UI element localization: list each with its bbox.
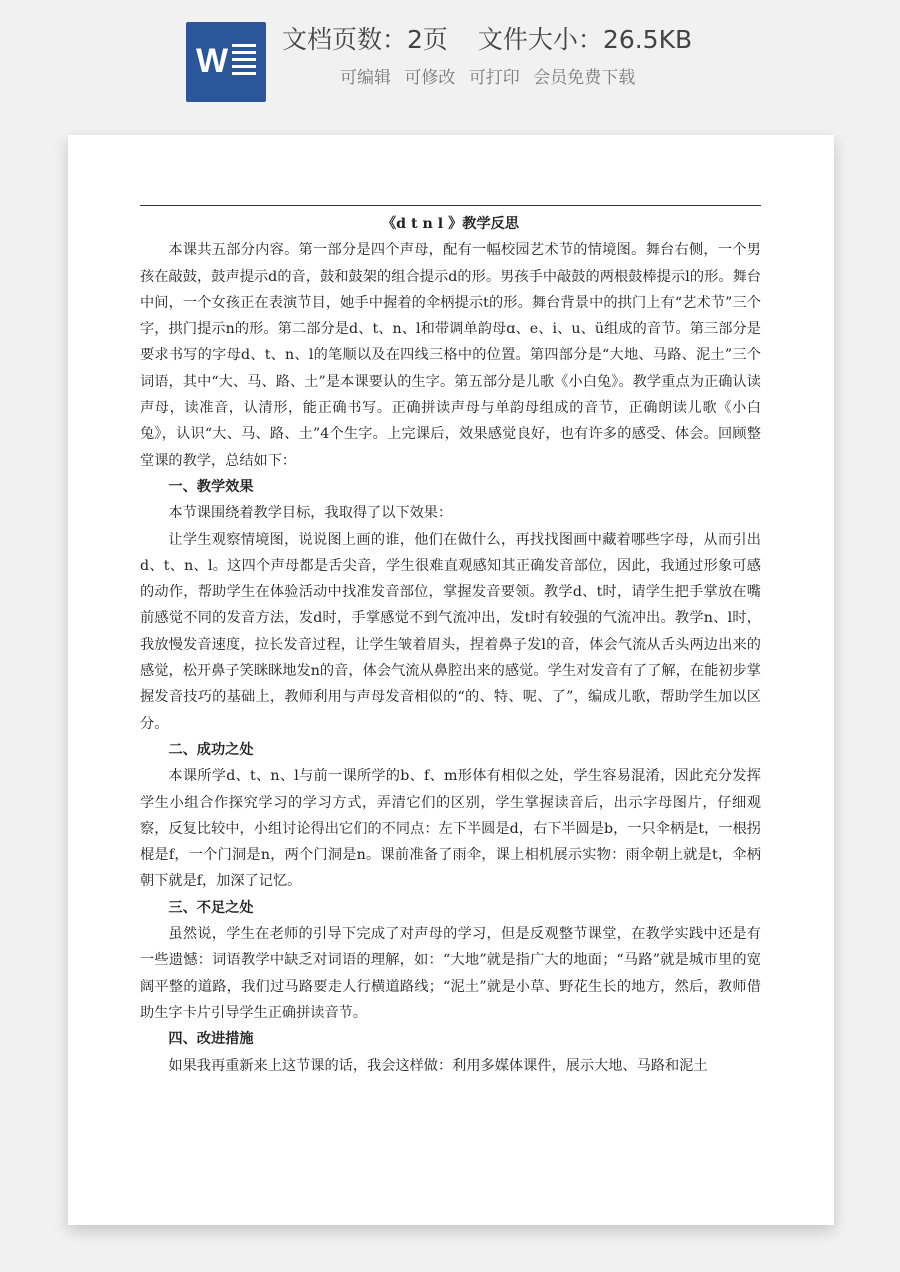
feature-editable: 可编辑 [340,68,391,88]
section-heading-shortcomings: 三、不足之处 [168,899,254,916]
file-size-label: 文件大小：26.5KB [477,25,693,54]
header-rule [140,205,761,206]
results-paragraph-2: 让学生观察情境图，说说图上画的谁，他们在做什么，再找找图画中藏着哪些字母，从而引出d、t、n、l。这四个声母都是舌尖音，学生很难直观感知其正确发音部位，因此，我通过形象可感的动作，帮助学生在体验活动中找准发音部位，掌握发音要领。教学d、t时，请学生把手掌放在嘴前感觉不同的发音方法，发d时，手掌感觉不到气流冲出，发t时有较强的气流冲出。教学n、l时，我放慢发音速度，拉长发音过程，让学生皱着眉头，捏着鼻子发l的音，体会气流从舌头两边出来的感觉，松开鼻子笑眯眯地发n的音，体会气流从鼻腔出来的感觉。学生对发音有了了解，在能初步掌握发音技巧的基础上，教师利用与声母发音相似的“的、特、呢、了”，编成儿歌，帮助学生加以区分。 [140,531,761,732]
shortcomings-paragraph: 虽然说，学生在老师的引导下完成了对声母的学习，但是反观整节课堂，在教学实践中还是有一些遗憾：词语教学中缺乏对词语的理解，如：“大地”就是指广大的地面；“马路”就是城市里的宽阔平整的道路，我们过马路要走人行横道路线；“泥土”就是小草、野花生长的地方，然后，教师借助生字卡片引导学生正确拼读音节。 [140,926,761,1021]
feature-member-download: 会员免费下载 [533,68,636,88]
feature-printable: 可打印 [468,68,520,88]
results-paragraph-1: 本节课围绕着教学目标，我取得了以下效果： [168,505,453,522]
word-document-icon [186,22,266,102]
document-lines-icon [232,44,256,82]
file-stats [282,20,692,60]
improvements-paragraph: 如果我再重新来上这节课的话，我会这样做：利用多媒体课件，展示大地、马路和泥土 [168,1057,708,1074]
file-info-header [0,0,900,120]
feature-list [340,64,643,92]
document-page [68,135,834,1225]
successes-paragraph: 本课所学d、t、n、l与前一课所学的b、f、m形体有相似之处，学生容易混淆，因此充分发挥学生小组合作探究学习的学习方式，弄清它们的区别，学生掌握读音后，出示字母图片，仔细观察，反复比较中，小组讨论得出它们的不同点：左下半圆是d，右下半圆是b，一只伞柄是t，一根拐棍是f，一个门洞是n，两个门洞是n。课前准备了雨伞，课上相机展示实物：雨伞朝上就是t，伞柄朝下就是f，加深了记忆。 [140,768,761,890]
document-title: 《d t n l 》教学反思 [381,216,520,232]
section-heading-successes: 二、成功之处 [168,741,254,758]
section-heading-results: 一、教学效果 [168,478,254,495]
feature-modifiable: 可修改 [404,68,456,88]
word-logo-letter: W [195,42,229,80]
intro-paragraph: 本课共五部分内容。第一部分是四个声母，配有一幅校园艺术节的情境图。舞台右侧，一个男孩在敲鼓，鼓声提示d的音，鼓和鼓架的组合提示d的形。男孩手中敲鼓的两根鼓棒提示l的形。舞台中间，一个女孩正在表演节目，她手中握着的伞柄提示t的形。舞台背景中的拱门上有“艺术节”三个字，拱门提示n的形。第二部分是d、t、n、l和带调单韵母ɑ、e、i、u、ü组成的音节。第三部分是要求书写的字母d、t、n、l的笔顺以及在四线三格中的位置。第四部分是“大地、马路、泥土”三个词语，其中“大、马、路、土”是本课要认的生字。第五部分是儿歌《小白兔》。教学重点为正确认读声母，读准音，认清形，能正确书写。正确拼读声母与单韵母组成的音节，正确朗读儿歌《小白兔》，认识“大、马、路、土”4个生字。上完课后，效果感觉良好，也有许多的感受、体会。回顾整堂课的教学，总结如下： [140,242,761,469]
page-count-label: 文档页数：2页 [282,25,448,54]
document-body [140,211,761,1079]
section-heading-improvements: 四、改进措施 [168,1031,254,1048]
